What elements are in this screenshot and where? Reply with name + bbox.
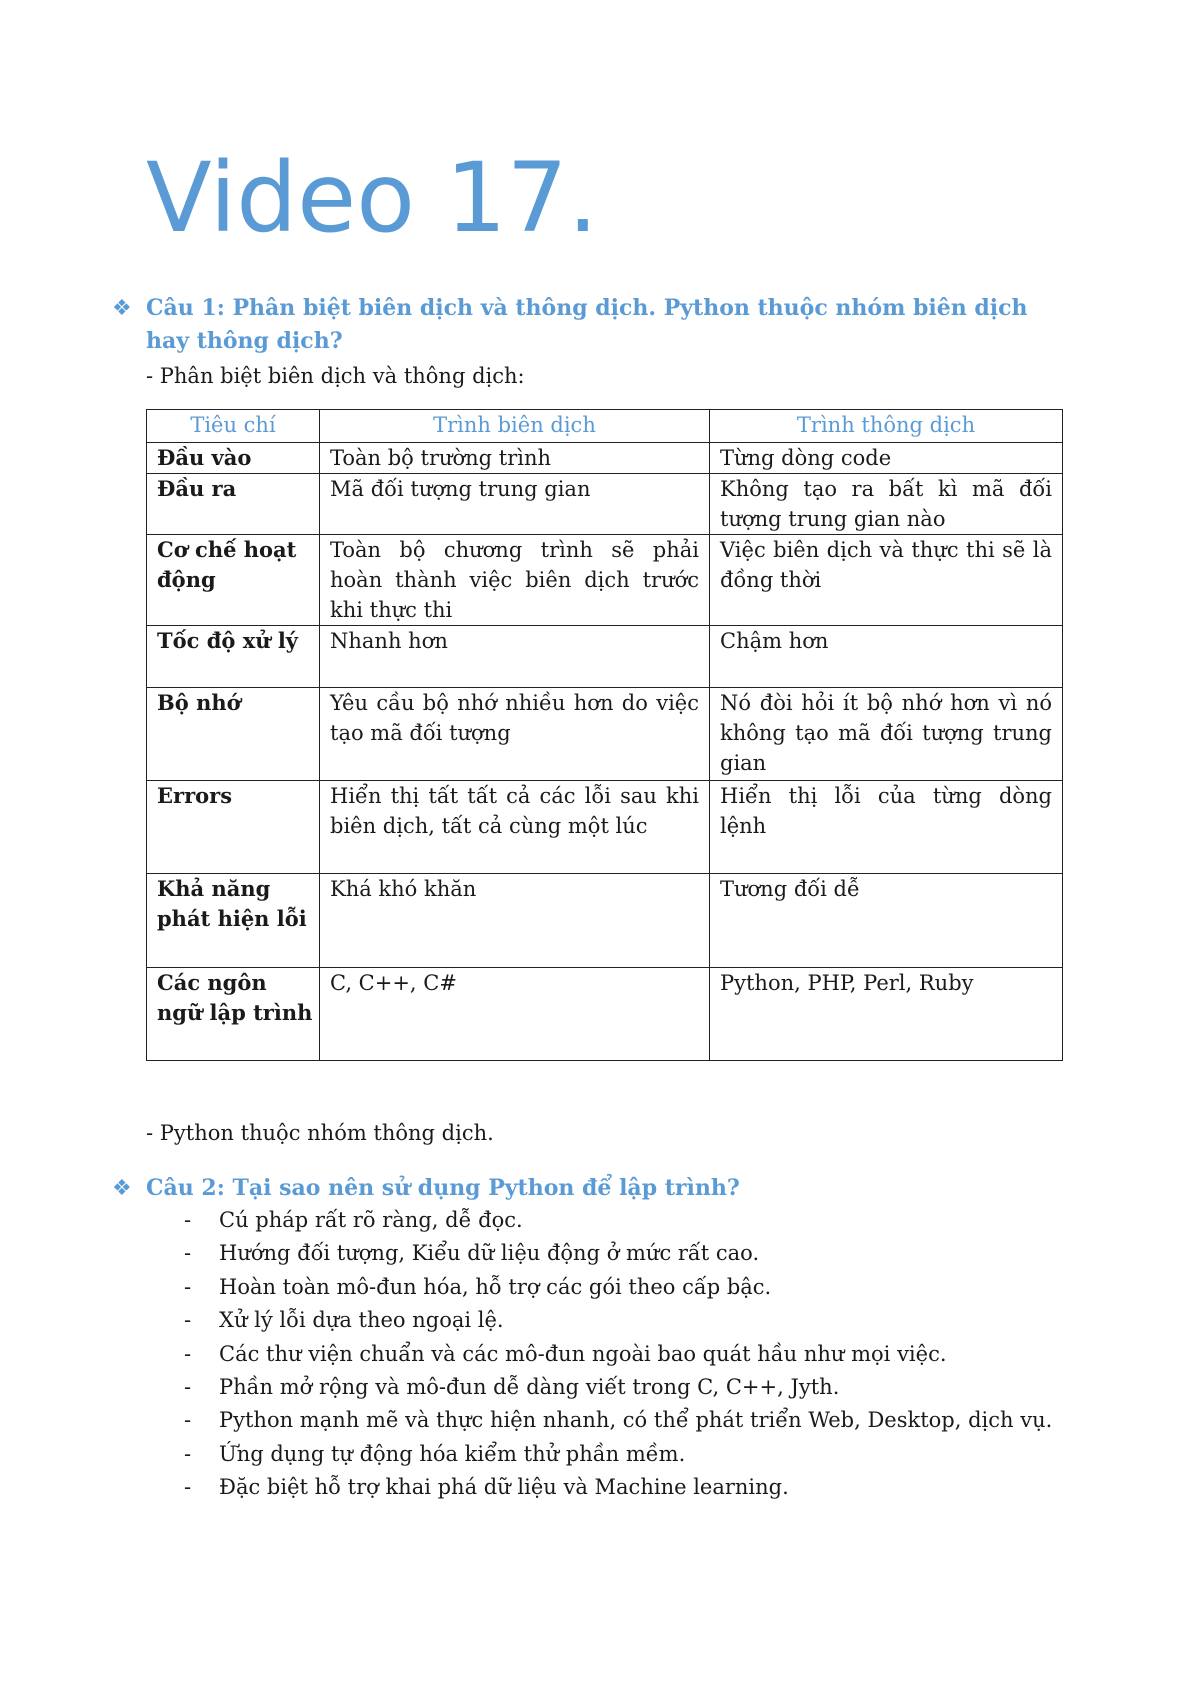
question-2-heading [112, 1172, 1066, 1205]
row-criteria: Các ngôn ngữ lập trình [147, 968, 320, 1061]
comparison-table [146, 409, 1063, 1061]
row-criteria: Cơ chế hoạt động [147, 535, 320, 626]
header-compiler: Trình biên dịch [320, 410, 710, 443]
list-item-text: Ứng dụng tự động hóa kiểm thử phần mềm. [219, 1441, 686, 1466]
dash-bullet: - [184, 1475, 192, 1500]
table-row [147, 626, 1063, 688]
list-item-text: Cú pháp rất rõ ràng, dễ đọc. [219, 1208, 523, 1232]
diamond-bullet-icon: ❖ [112, 1176, 132, 1201]
row-criteria: Đầu vào [147, 443, 320, 474]
python-conclusion: - Python thuộc nhóm thông dịch. [146, 1121, 494, 1145]
dash-bullet: - [184, 1208, 192, 1232]
table-row [147, 688, 1063, 781]
row-interpreter: Việc biên dịch và thực thi sẽ là đồng thời [710, 535, 1063, 626]
list-item [146, 1471, 1066, 1504]
list-item [146, 1271, 1066, 1304]
row-interpreter: Từng dòng code [710, 443, 1063, 474]
row-interpreter: Không tạo ra bất kì mã đối tượng trung gian nào [710, 474, 1063, 535]
row-compiler: Toàn bộ chương trình sẽ phải hoàn thành việc biên dịch trước khi thực thi [320, 535, 710, 626]
list-item [146, 1204, 1066, 1237]
table-row [147, 781, 1063, 874]
question-1-text: Câu 1: Phân biệt biên dịch và thông dịch. Python thuộc nhóm biên dịch hay thông dịch? [146, 295, 1028, 354]
question-2-text: Câu 2: Tại sao nên sử dụng Python để lập trình? [146, 1175, 740, 1201]
row-criteria: Đầu ra [147, 474, 320, 535]
row-compiler: Toàn bộ trường trình [320, 443, 710, 474]
row-criteria: Bộ nhớ [147, 688, 320, 781]
list-item [146, 1338, 1066, 1371]
row-compiler: Yêu cầu bộ nhớ nhiều hơn do việc tạo mã đối tượng [320, 688, 710, 781]
list-item-text: Hoàn toàn mô-đun hóa, hỗ trợ các gói theo cấp bậc. [219, 1274, 772, 1299]
dash-bullet: - [184, 1274, 192, 1299]
table-row [147, 443, 1063, 474]
header-criteria: Tiêu chí [147, 410, 320, 443]
list-item [146, 1404, 1066, 1437]
dash-bullet: - [184, 1408, 192, 1433]
list-item [146, 1304, 1066, 1337]
row-criteria: Khả năng phát hiện lỗi [147, 874, 320, 968]
row-compiler: Mã đối tượng trung gian [320, 474, 710, 535]
list-item [146, 1438, 1066, 1471]
list-item [146, 1371, 1066, 1404]
row-compiler: Hiển thị tất tất cả các lỗi sau khi biên dịch, tất cả cùng một lúc [320, 781, 710, 874]
list-item-text: Xử lý lỗi dựa theo ngoại lệ. [219, 1308, 504, 1333]
list-item-text: Các thư viện chuẩn và các mô-đun ngoài bao quát hầu như mọi việc. [219, 1341, 947, 1366]
python-reasons-list [146, 1204, 1066, 1505]
question-1-heading [112, 292, 1066, 358]
row-compiler: C, C++, C# [320, 968, 710, 1061]
dash-bullet: - [184, 1375, 192, 1400]
list-item-text: Python mạnh mẽ và thực hiện nhanh, có thể phát triển Web, Desktop, dịch vụ. [219, 1408, 1053, 1433]
list-item-text: Đặc biệt hỗ trợ khai phá dữ liệu và Machine learning. [219, 1475, 789, 1500]
header-interpreter: Trình thông dịch [710, 410, 1063, 443]
document-title: Video 17. [146, 142, 599, 254]
dash-bullet: - [184, 1308, 192, 1333]
comparison-intro: - Phân biệt biên dịch và thông dịch: [146, 364, 525, 388]
row-criteria: Tốc độ xử lý [147, 626, 320, 688]
row-criteria: Errors [147, 781, 320, 874]
table-row [147, 474, 1063, 535]
table-header-row [147, 410, 1063, 443]
dash-bullet: - [184, 1241, 192, 1266]
row-compiler: Nhanh hơn [320, 626, 710, 688]
table-row [147, 874, 1063, 968]
list-item-text: Hướng đối tượng, Kiểu dữ liệu động ở mức rất cao. [219, 1241, 760, 1266]
table-row [147, 535, 1063, 626]
list-item-text: Phần mở rộng và mô-đun dễ dàng viết trong C, C++, Jyth. [219, 1375, 840, 1400]
row-interpreter: Tương đối dễ [710, 874, 1063, 968]
diamond-bullet-icon: ❖ [112, 296, 132, 321]
row-compiler: Khá khó khăn [320, 874, 710, 968]
row-interpreter: Nó đòi hỏi ít bộ nhớ hơn vì nó không tạo mã đối tượng trung gian [710, 688, 1063, 781]
row-interpreter: Chậm hơn [710, 626, 1063, 688]
table-row [147, 968, 1063, 1061]
dash-bullet: - [184, 1441, 192, 1466]
row-interpreter: Python, PHP, Perl, Ruby [710, 968, 1063, 1061]
row-interpreter: Hiển thị lỗi của từng dòng lệnh [710, 781, 1063, 874]
list-item [146, 1237, 1066, 1270]
dash-bullet: - [184, 1341, 192, 1366]
